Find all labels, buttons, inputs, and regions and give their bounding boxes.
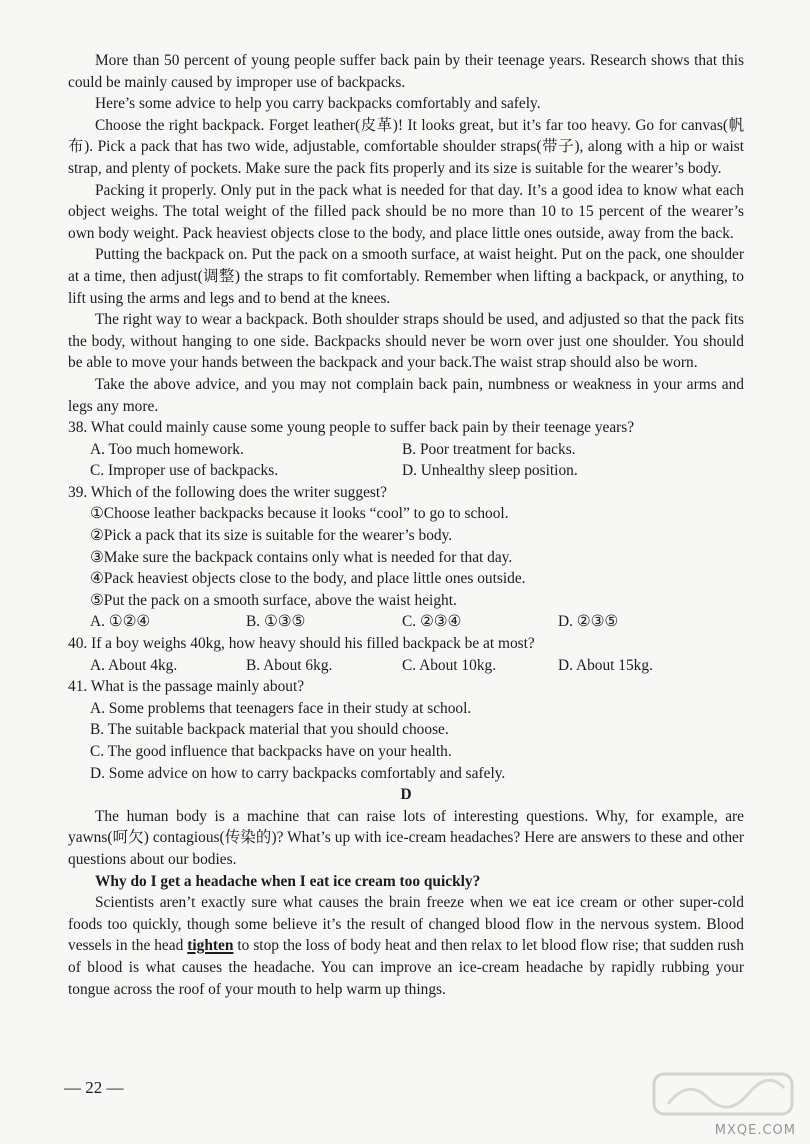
statement-item: ③Make sure the backpack contains only what is needed for that day. <box>90 548 513 566</box>
question-stem: 40. If a boy weighs 40kg, how heavy should his filled backpack be at most? <box>68 635 535 653</box>
underlined-word: tighten <box>187 937 234 955</box>
option-b: B. About 6kg. <box>246 656 333 674</box>
statement-item: ⑤Put the pack on a smooth surface, above the waist height. <box>90 591 457 609</box>
passage-paragraph: The human body is a machine that can raise lots of interesting questions. Why, for example, are yawns(呵欠) contagious(传染的)? What’s up with ice-cream headaches? Here are answers to these and other questions about our bodies. <box>68 807 744 868</box>
option-a: A. ①②④ <box>90 613 151 631</box>
page-number: — 22 — <box>64 1078 124 1097</box>
section-heading: Why do I get a headache when I eat ice cream too quickly? <box>95 872 481 890</box>
statement-item: ①Choose leather backpacks because it looks “cool” to go to school. <box>90 505 509 523</box>
text-run: Scientists aren’t exactly sure what causes the brain freeze when we eat ice cream or other super-cold foods too quickly, though some believe it’s the result of changed blood flow in the nervous system. Blood vessels in the head <box>68 894 744 955</box>
statement-item: ④Pack heaviest objects close to the body, and place little ones outside. <box>90 570 526 588</box>
question-stem: 41. What is the passage mainly about? <box>68 678 305 696</box>
passage-paragraph: More than 50 percent of young people suffer back pain by their teenage years. Research shows that this could be mainly caused by improper use of backpacks. <box>68 52 744 91</box>
question-41 <box>68 676 744 784</box>
question-38 <box>68 417 744 482</box>
question-stem: 38. What could mainly cause some young people to suffer back pain by their teenage years? <box>68 419 635 437</box>
passage-paragraph: Here’s some advice to help you carry backpacks comfortably and safely. <box>95 95 541 113</box>
options-row <box>68 439 744 461</box>
options-row <box>68 655 744 677</box>
question-stem: 39. Which of the following does the writer suggest? <box>68 483 388 501</box>
text-run: to stop the loss of body heat and then relax to let blood flow rise; that sudden rush of blood is what causes the headache. You can improve an ice-cream headache by rapidly rubbing your tongue across the roof of your mouth to help warm up things. <box>68 937 744 998</box>
passage-paragraph: Packing it properly. Only put in the pack what is needed for that day. It’s a good idea to know what each object weighs. The total weight of the filled pack should be no more than 10 to 15 percent of the wearer’s own body weight. Pack heaviest objects close to the body, and place little ones outside, away from the back. <box>68 181 744 242</box>
passage-paragraph: Choose the right backpack. Forget leather(皮革)! It looks great, but it’s far too heavy. Go for canvas(帆布). Pick a pack that has two wide, adjustable, comfortable shoulder straps(带子), along with a hip or waist strap, and plenty of pockets. Make sure the pack fits properly and its size is suitable for the wearer’s body. <box>68 116 744 177</box>
question-40 <box>68 633 744 676</box>
option-c: C. Improper use of backpacks. <box>90 462 279 480</box>
passage-paragraph: Putting the backpack on. Put the pack on a smooth surface, at waist height. Put on the pack, one shoulder at a time, then adjust(调整) the straps to fit comfortably. Remember when lifting a backpack, or anything, to lift using the arms and legs and to bend at the knees. <box>68 246 744 307</box>
option-a: A. Some problems that teenagers face in their study at school. <box>90 699 472 717</box>
option-a: A. Too much homework. <box>90 440 244 458</box>
passage-paragraph: The right way to wear a backpack. Both shoulder straps should be used, and adjusted so that the pack fits the body, without hanging to one side. Backpacks should never be worn over just one shoulder. You should be able to move your hands between the backpack and your back.The waist strap should also be worn. <box>68 311 744 372</box>
option-b: B. Poor treatment for backs. <box>402 440 576 458</box>
section-letter: D <box>400 786 412 804</box>
option-c: C. The good influence that backpacks have on your health. <box>90 743 452 760</box>
option-d: D. ②③⑤ <box>558 613 619 631</box>
passage-paragraph: Take the above advice, and you may not complain back pain, numbness or weakness in your arms and legs any more. <box>68 375 744 415</box>
watermark-text: MXQE.COM <box>714 1123 796 1138</box>
options-row <box>68 460 744 482</box>
statement-item: ②Pick a pack that its size is suitable for the wearer’s body. <box>90 527 453 545</box>
option-b: B. ①③⑤ <box>246 613 306 631</box>
option-a: A. About 4kg. <box>90 656 178 674</box>
option-d: D. About 15kg. <box>558 656 653 674</box>
passage-paragraph <box>68 892 744 1000</box>
option-d: D. Unhealthy sleep position. <box>402 462 578 480</box>
option-b: B. The suitable backpack material that you should choose. <box>90 721 449 739</box>
options-row <box>68 611 744 633</box>
option-c: C. About 10kg. <box>402 656 497 674</box>
option-c: C. ②③④ <box>402 613 462 631</box>
question-39 <box>68 482 744 633</box>
option-d: D. Some advice on how to carry backpacks comfortably and safely. <box>90 764 506 782</box>
exam-page <box>68 50 744 1000</box>
